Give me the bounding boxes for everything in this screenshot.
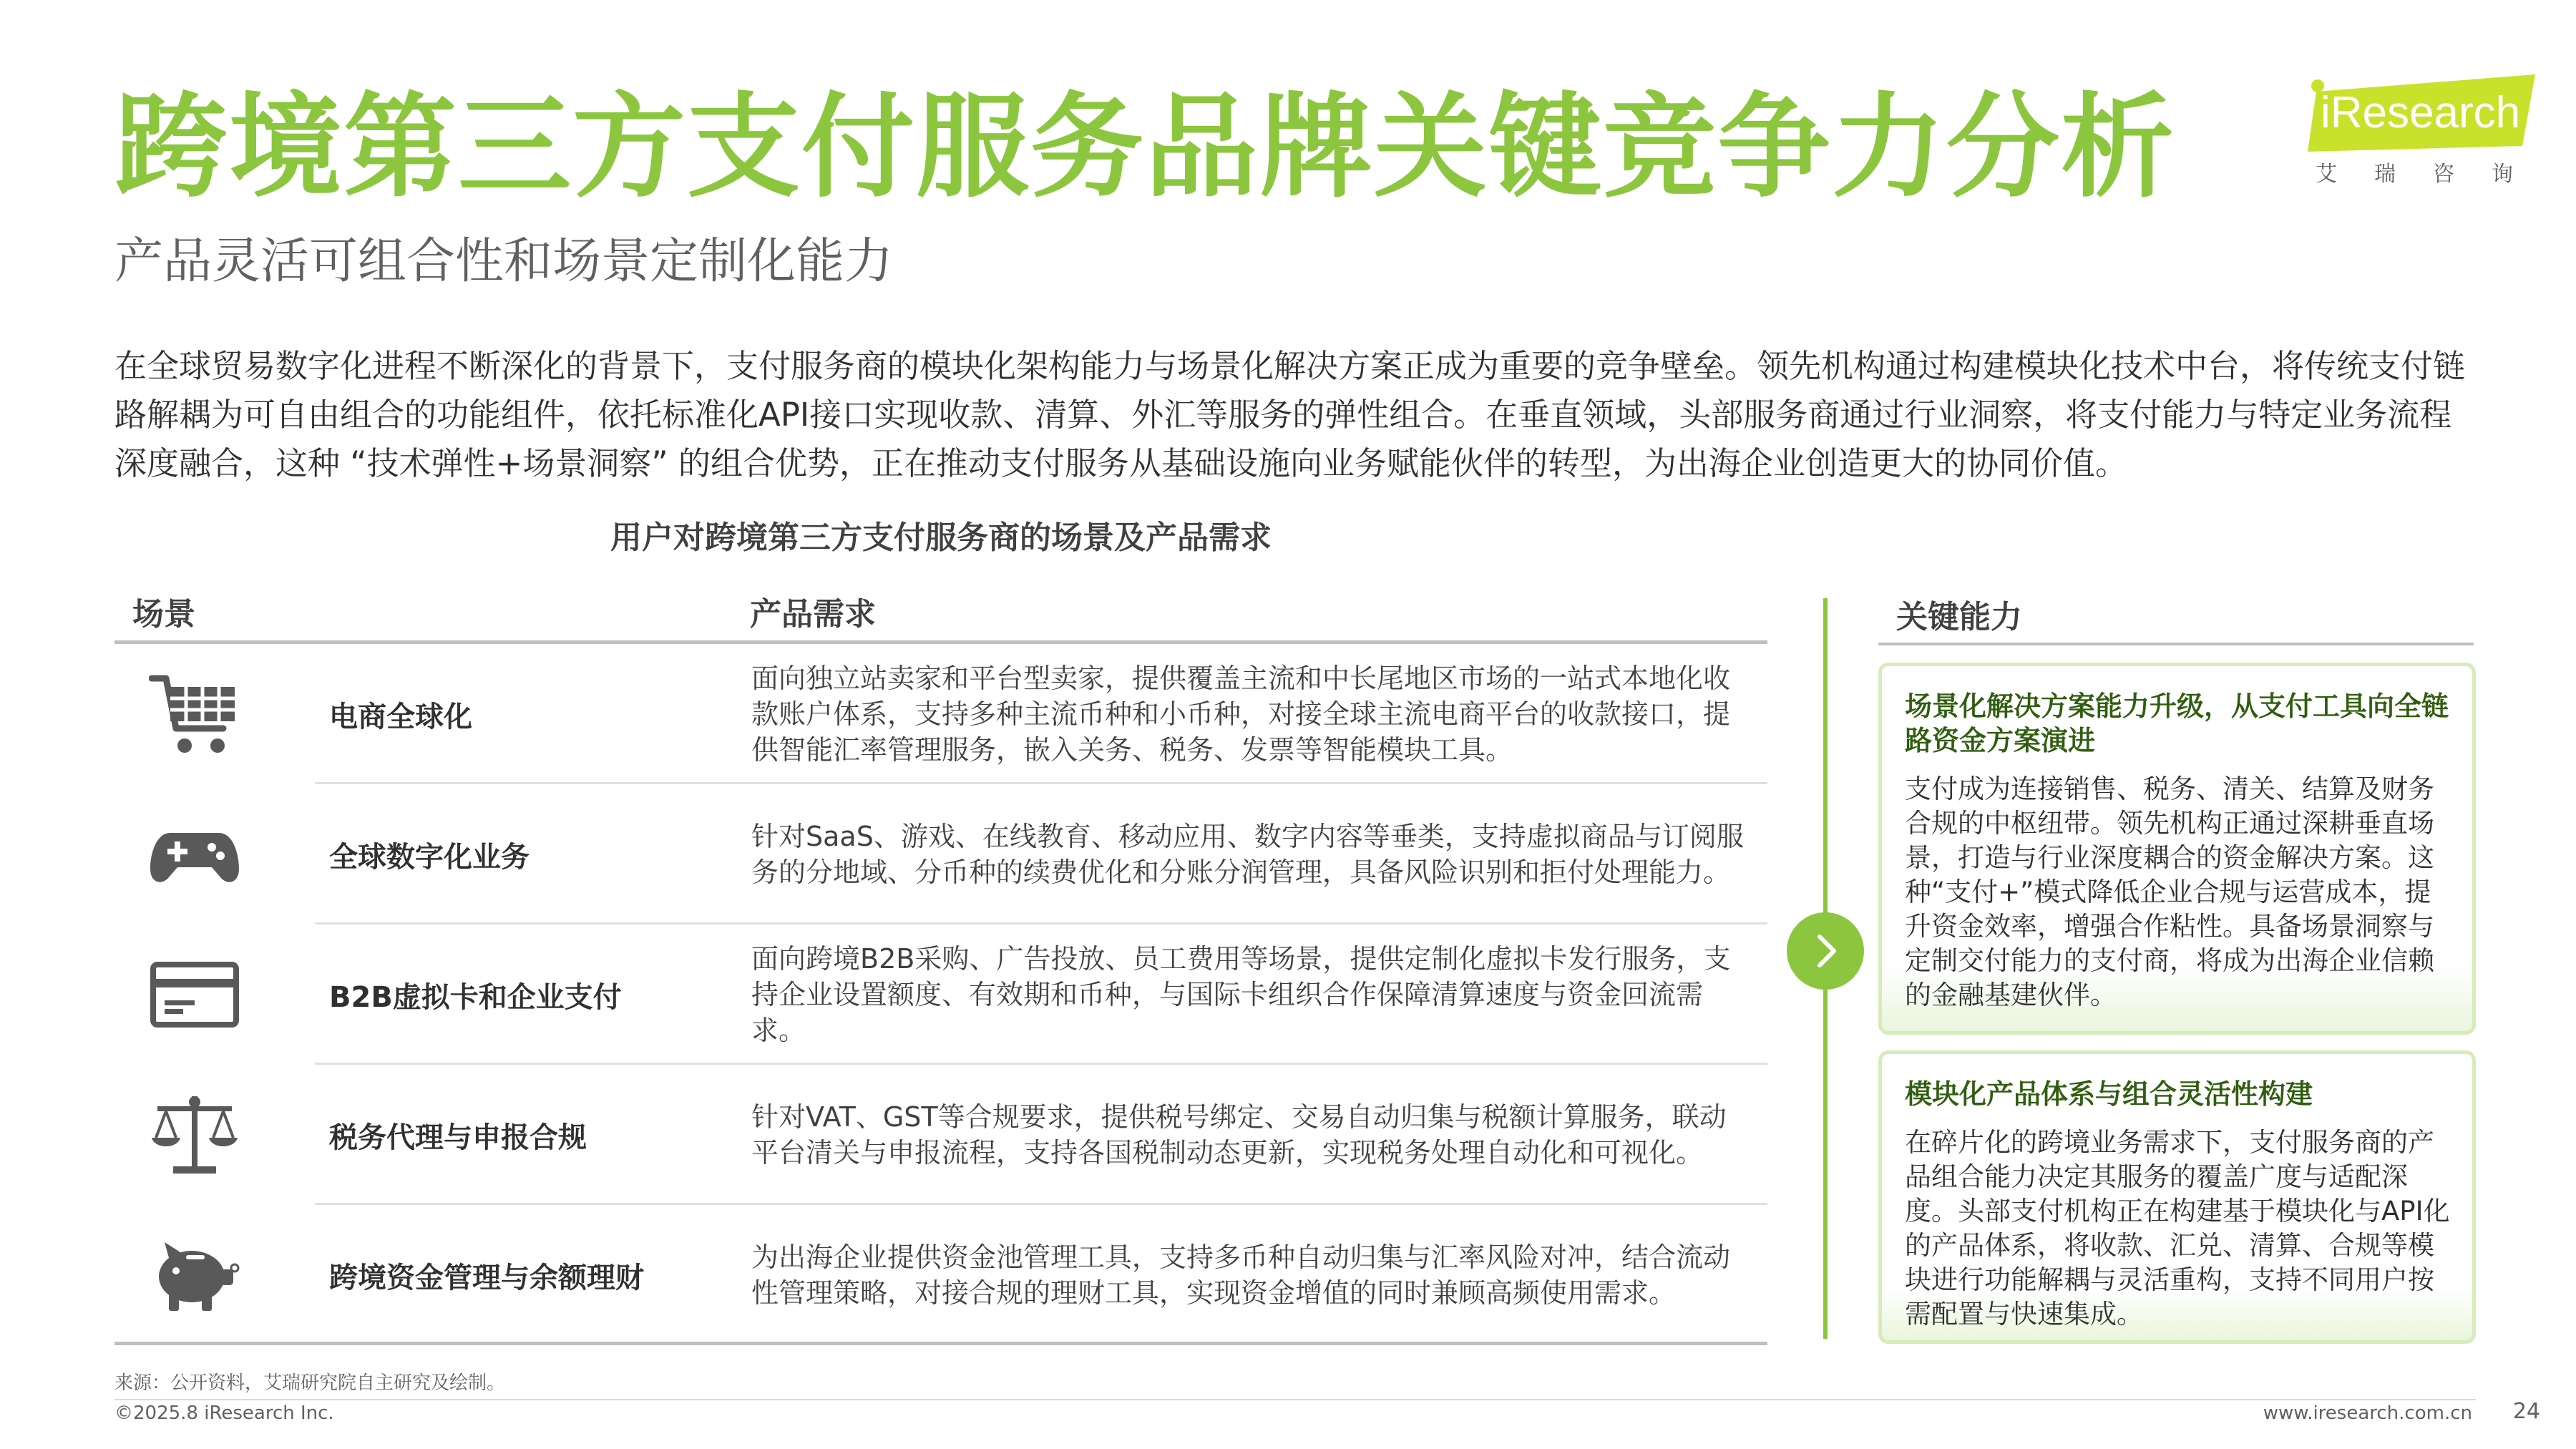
capability-card-title: 模块化产品体系与组合灵活性构建: [1905, 1078, 2313, 1110]
website-link[interactable]: www.iresearch.com.cn: [2263, 1402, 2472, 1424]
column-header-scene: 场景: [132, 596, 195, 633]
need-description: 为出海企业提供资金池管理工具，支持多币种自动归集与汇率风险对冲，结合流动性管理策略，对接合规的理财工具，实现资金增值的同时兼顾高频使用需求。: [751, 1241, 1731, 1309]
chevron-right-icon: [1805, 931, 1845, 971]
capability-card-body: 在碎片化的跨境业务需求下，支付服务商的产品组合能力决定其服务的覆盖广度与适配深度。头部支付机构正在构建基于模块化与API化的产品体系，将收款、汇兑、清算、合规等模块进行功能解耦与灵活重构，支持不同用户按需配置与快速集成。: [1905, 1127, 2450, 1330]
gamepad-icon: [149, 811, 240, 897]
scene-label: B2B虚拟卡和企业支付: [329, 980, 622, 1014]
iresearch-logo-icon: [2308, 72, 2544, 157]
table-row: [114, 644, 1767, 784]
piggy-bank-icon: [149, 1232, 240, 1318]
page-title: 跨境第三方支付服务品牌关键竞争力分析: [114, 82, 2175, 213]
table-row: [114, 1065, 1767, 1205]
table-row: [114, 784, 1767, 924]
scene-label: 跨境资金管理与余额理财: [329, 1261, 644, 1294]
scale-icon: [149, 1092, 240, 1178]
copyright-text: ©2025.8 iResearch Inc.: [114, 1402, 334, 1424]
table-row: [114, 924, 1767, 1065]
credit-card-icon: [149, 952, 240, 1038]
column-header-need: 产品需求: [750, 596, 876, 633]
logo-brand-text: iResearch: [2321, 88, 2521, 137]
capability-card-title: 场景化解决方案能力升级，从支付工具向全链路资金方案演进: [1905, 691, 2449, 756]
need-description: 针对VAT、GST等合规要求，提供税号绑定、交易自动归集与税额计算服务，联动平台清关与申报流程，支持各国税制动态更新，实现税务处理自动化和可视化。: [751, 1101, 1727, 1169]
page-number: 24: [2512, 1399, 2540, 1424]
scene-label: 电商全球化: [329, 700, 472, 733]
source-note: 来源：公开资料，艾瑞研究院自主研究及绘制。: [114, 1372, 506, 1394]
footer-divider: [114, 1399, 2476, 1400]
arrow-connector: [1787, 912, 1864, 990]
shopping-cart-icon: [149, 671, 240, 757]
need-description: 面向跨境B2B采购、广告投放、员工费用等场景，提供定制化虚拟卡发行服务，支持企业设置额度、有效期和币种，与国际卡组织合作保障清算速度与资金回流需求。: [751, 943, 1731, 1046]
capability-card: [1878, 663, 2476, 1035]
table-bottom-rule: [114, 1342, 1767, 1345]
table-row: [114, 1205, 1767, 1345]
logo-chinese-name: 艾瑞咨询: [2316, 162, 2550, 187]
need-description: 针对SaaS、游戏、在线教育、移动应用、数字内容等垂类，支持虚拟商品与订阅服务的分地域、分币种的续费优化和分账分润管理，具备风险识别和拒付处理能力。: [751, 821, 1744, 888]
capability-card: [1878, 1050, 2476, 1344]
capabilities-heading: 关键能力: [1896, 599, 2022, 635]
scene-label: 全球数字化业务: [329, 840, 530, 874]
capability-card-body: 支付成为连接销售、税务、清关、结算及财务合规的中枢纽带。领先机构正通过深耕垂直场景，打造与行业深度耦合的资金解决方案。这种“支付+”模式降低企业合规与运营成本，提升资金效率，增强合作粘性。具备场景洞察与定制交付能力的支付商，将成为出海企业信赖的金融基建伙伴。: [1905, 774, 2434, 1010]
scene-label: 税务代理与申报合规: [329, 1121, 587, 1154]
need-description: 面向独立站卖家和平台型卖家，提供覆盖主流和中长尾地区市场的一站式本地化收款账户体系，支持多种主流币种和小币种，对接全球主流电商平台的收款接口，提供智能汇率管理服务，嵌入关务、税务、发票等智能模块工具。: [751, 663, 1731, 766]
table-title: 用户对跨境第三方支付服务商的场景及产品需求: [610, 519, 1272, 556]
intro-paragraph: 在全球贸易数字化进程不断深化的背景下，支付服务商的模块化架构能力与场景化解决方案正成为重要的竞争壁垒。领先机构通过构建模块化技术中台，将传统支付链路解耦为可自由组合的功能组件，依托标准化API接口实现收款、清算、外汇等服务的弹性组合。在垂直领域，头部服务商通过行业洞察，将支付能力与特定业务流程深度融合，这种 “技术弹性+场景洞察” 的组合优势，正在推动支付服务从基础设施向业务赋能伙伴的转型，为出海企业创造更大的协同价值。: [114, 347, 2466, 482]
page-subtitle: 产品灵活可组合性和场景定制化能力: [114, 233, 894, 290]
capabilities-divider: [1878, 643, 2474, 645]
